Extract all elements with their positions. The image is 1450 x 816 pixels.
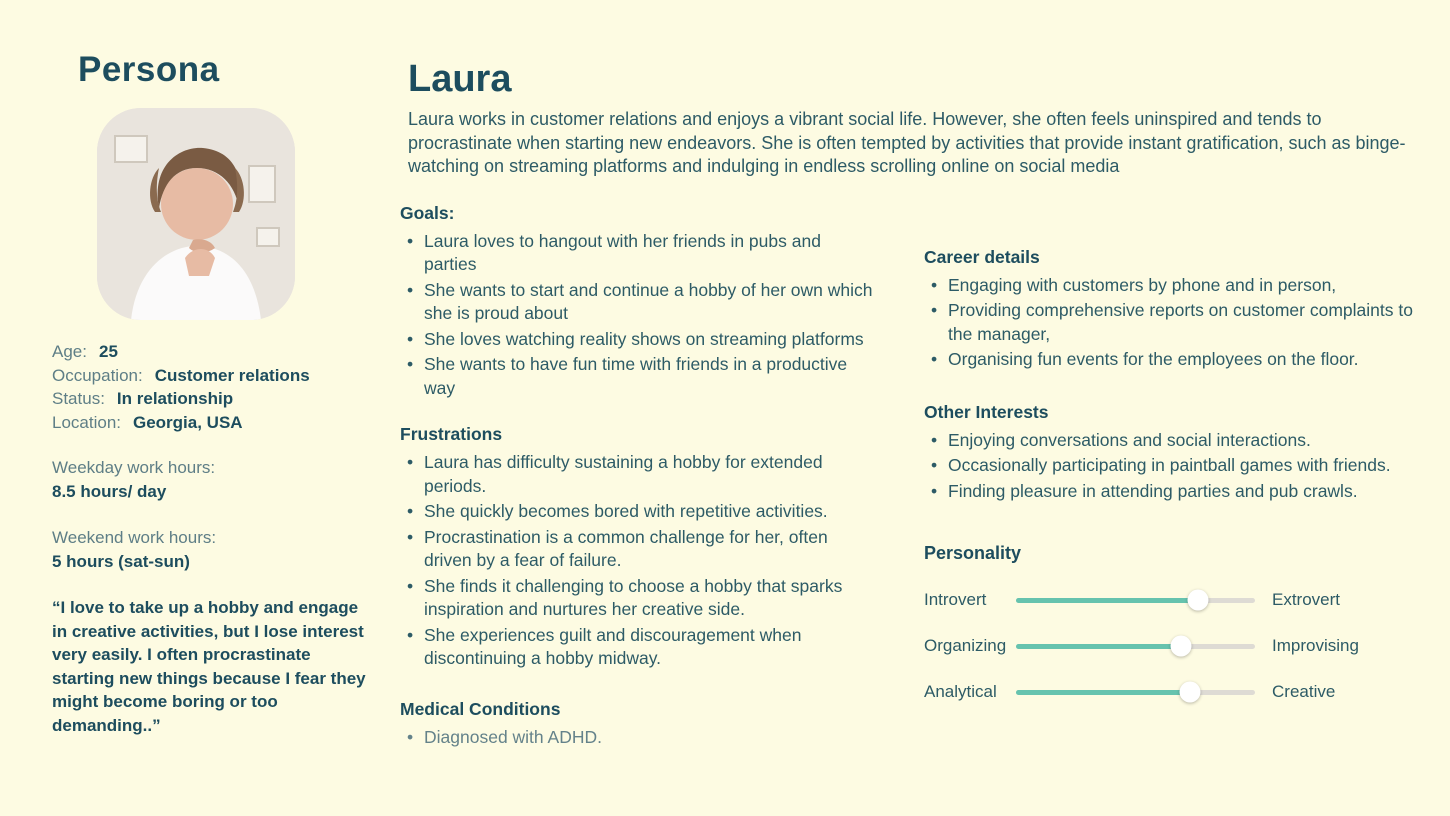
list-item: • She experiences guilt and discouragement when discontinuing a hobby midway.	[400, 624, 878, 671]
slider-organizing-improvising	[924, 636, 1414, 656]
list-item: • Providing comprehensive reports on customer complaints to the manager,	[924, 299, 1414, 346]
list-item: • She wants to start and continue a hobby of her own which she is proud about	[400, 279, 878, 326]
slider-label-left: Analytical	[924, 682, 997, 701]
personality-slider-track[interactable]	[1016, 644, 1255, 649]
slider-knob[interactable]	[1180, 682, 1201, 703]
frustrations-list	[400, 451, 878, 671]
slider-label-right: Creative	[1272, 682, 1336, 701]
persona-summary: Laura works in customer relations and enjoys a vibrant social life. However, she often feels uninspired and tends to procrastinate when starting new endeavors. She is often tempted by activities that provide instant gratification, such as binge-watching on streaming platforms and indulging in endless scrolling online on social media	[408, 109, 1406, 176]
section-title-goals: Goals:	[400, 202, 455, 223]
work-value: 5 hours (sat-sun)	[52, 552, 190, 571]
detail-row-occupation	[52, 364, 374, 388]
list-item: • She loves watching reality shows on streaming platforms	[400, 328, 878, 352]
detail-value: Georgia, USA	[133, 412, 243, 432]
detail-value: In relationship	[116, 389, 234, 408]
column-goals-frustrations	[400, 203, 878, 750]
profile-details	[52, 340, 374, 434]
list-item: • Enjoying conversations and social interactions.	[924, 429, 1414, 453]
section-title-frustrations: Frustrations	[400, 424, 503, 444]
personality-slider-track[interactable]	[1016, 690, 1255, 695]
detail-row-age	[52, 340, 374, 364]
slider-fill	[1016, 690, 1190, 695]
slider-fill	[1016, 598, 1198, 603]
list-item: • Procrastination is a common challenge for her, often driven by a fear of failure.	[400, 526, 878, 573]
list-item: • Laura loves to hangout with her friends in pubs and parties	[400, 230, 878, 277]
list-item: • She quickly becomes bored with repetitive activities.	[400, 500, 878, 524]
section-title-personality: Personality	[924, 543, 1022, 563]
list-item: • She wants to have fun time with friends in a productive way	[400, 353, 878, 400]
persona-quote: “I love to take up a hobby and engage in creative activities, but I lose interest very easily. I often procrastinate starting new things because I fear they might become boring or too demanding..”	[52, 598, 366, 735]
persona-photo	[97, 108, 295, 320]
detail-label: Status:	[52, 389, 105, 408]
slider-label-right: Improvising	[1272, 636, 1359, 655]
slider-label-left: Organizing	[924, 636, 1007, 655]
slider-analytical-creative	[924, 682, 1414, 702]
slider-label-left: Introvert	[924, 590, 987, 609]
weekday-hours	[52, 456, 374, 504]
persona-main	[400, 58, 1414, 749]
persona-sidebar	[52, 50, 374, 737]
medical-list	[400, 726, 878, 750]
detail-row-location	[52, 411, 374, 435]
detail-label: Age:	[52, 342, 87, 361]
section-title-career: Career details	[924, 246, 1040, 267]
column-career-personality	[924, 203, 1414, 750]
detail-value: 25	[98, 342, 118, 361]
list-item: • She finds it challenging to choose a hobby that sparks inspiration and nurtures her creative side.	[400, 575, 878, 622]
weekend-hours	[52, 526, 374, 574]
list-item: • Organising fun events for the employees on the floor.	[924, 348, 1414, 372]
slider-knob[interactable]	[1187, 590, 1208, 611]
work-label: Weekday work hours:	[52, 458, 216, 477]
work-label: Weekend work hours:	[52, 528, 217, 547]
persona-name: Laura	[408, 58, 512, 100]
work-value: 8.5 hours/ day	[52, 482, 167, 501]
detail-label: Occupation:	[52, 365, 143, 385]
personality-slider-track[interactable]	[1016, 598, 1255, 603]
goals-list	[400, 230, 878, 401]
personality-section	[924, 543, 1414, 702]
detail-value: Customer relations	[154, 365, 310, 385]
list-item: • Engaging with customers by phone and in person,	[924, 274, 1414, 298]
detail-row-status	[52, 387, 374, 411]
list-item: • Diagnosed with ADHD.	[400, 726, 878, 750]
section-title-interests: Other Interests	[924, 401, 1049, 422]
career-list	[924, 274, 1414, 372]
section-title-medical: Medical Conditions	[400, 698, 561, 719]
slider-fill	[1016, 644, 1181, 649]
list-item: • Finding pleasure in attending parties and pub crawls.	[924, 480, 1414, 504]
slider-introvert-extrovert	[924, 590, 1414, 610]
page-title: Persona	[78, 50, 220, 89]
slider-knob[interactable]	[1170, 636, 1191, 657]
detail-label: Location:	[52, 412, 121, 432]
list-item: • Occasionally participating in paintball games with friends.	[924, 454, 1414, 478]
woman-portrait-illustration	[97, 108, 295, 320]
list-item: • Laura has difficulty sustaining a hobby for extended periods.	[400, 451, 878, 498]
interests-list	[924, 429, 1414, 504]
slider-label-right: Extrovert	[1272, 590, 1341, 609]
